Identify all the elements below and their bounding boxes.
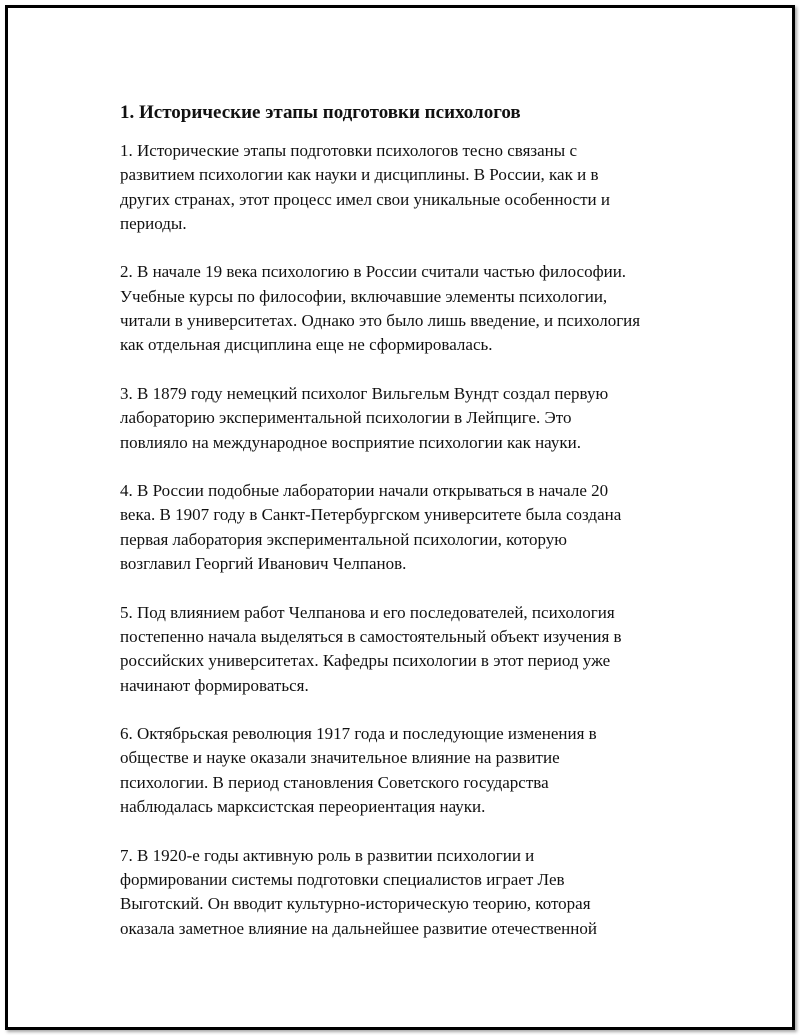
paragraph-line: психологии. В период становления Советского государства (120, 772, 549, 792)
paragraph-line: развитием психологии как науки и дисциплины. В России, как и в (120, 165, 599, 185)
paragraph-line: 4. В России подобные лаборатории начали открываться в начале 20 (120, 481, 609, 501)
document-body (120, 100, 700, 965)
paragraph-line: века. В 1907 году в Санкт-Петербургском университете была создана (120, 505, 622, 525)
paragraph-line: обществе и науке оказали значительное влияние на развитие (120, 748, 560, 768)
paragraph-line: начинают формироваться. (120, 675, 309, 695)
paragraph-line: Выготский. Он вводит культурно-историческую теорию, которая (120, 894, 591, 914)
paragraph-line: как отдельная дисциплина еще не сформировалась. (120, 335, 493, 355)
paragraph-7 (120, 844, 700, 941)
paragraph-3 (120, 382, 700, 455)
paragraph-line: постепенно начала выделяться в самостоятельный объект изучения в (120, 626, 622, 646)
paragraph-6 (120, 722, 700, 819)
paragraph-line: 2. В начале 19 века психологию в России считали частью философии. (120, 262, 627, 282)
paragraph-line: оказала заметное влияние на дальнейшее развитие отечественной (120, 918, 597, 938)
paragraph-line: Учебные курсы по философии, включавшие элементы психологии, (120, 286, 608, 306)
paragraph-line: российских университетах. Кафедры психологии в этот период уже (120, 651, 611, 671)
paragraph-line: периоды. (120, 213, 187, 233)
page-frame (5, 5, 795, 1030)
paragraph-line: 3. В 1879 году немецкий психолог Вильгельм Вундт создал первую (120, 383, 609, 403)
paragraph-line: 6. Октябрьская революция 1917 года и последующие изменения в (120, 724, 597, 744)
paragraph-2 (120, 260, 700, 357)
paragraph-5 (120, 601, 700, 698)
paragraph-4 (120, 479, 700, 576)
paragraph-line: наблюдалась марксистская переориентация науки. (120, 797, 486, 817)
paragraph-line: формировании системы подготовки специалистов играет Лев (120, 869, 565, 889)
paragraph-line: 5. Под влиянием работ Челпанова и его последователей, психология (120, 602, 615, 622)
paragraph-line: других странах, этот процесс имел свои уникальные особенности и (120, 189, 610, 209)
page-heading: 1. Исторические этапы подготовки психологов (120, 102, 521, 123)
paragraph-line: читали в университетах. Однако это было лишь введение, и психология (120, 311, 641, 331)
paragraph-line: лабораторию экспериментальной психологии в Лейпциге. Это (120, 408, 572, 428)
paragraph-1 (120, 139, 700, 236)
paragraph-line: 7. В 1920-е годы активную роль в развитии психологии и (120, 845, 535, 865)
paragraph-line: первая лаборатория экспериментальной психологии, которую (120, 529, 567, 549)
paragraph-line: 1. Исторические этапы подготовки психологов тесно связаны с (120, 141, 577, 160)
paragraph-line: возглавил Георгий Иванович Челпанов. (120, 554, 407, 574)
paragraph-line: повлияло на международное восприятие психологии как науки. (120, 432, 581, 452)
